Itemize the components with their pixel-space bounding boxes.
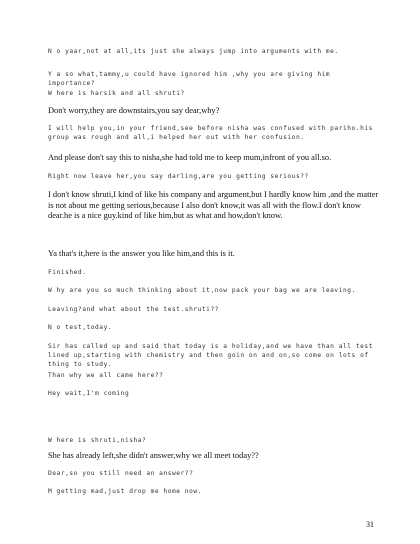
dialogue-line-16: Hey wait,I'm coming — [48, 390, 130, 397]
dialogue-line-2: Y a so what,tammy,u could have ignored him ,why you are giving him importance? — [48, 71, 331, 87]
dialogue-line-8: I don't know shruti,I kind of like his company and argument,but I hardly know him ,and the matter is not about me getting serious,because I also don't know,it was all with the flow.I don't know dear.he is a nice guy.kind of like him,but as what and how,don't know. — [48, 190, 379, 220]
dialogue-line-12: Leaving?and what about the test.shruti?? — [48, 306, 220, 313]
dialogue-line-3: W here is harsik and all shruti? — [48, 90, 185, 97]
dialogue-line-11: W hy are you so much thinking about it,now pack your bag we are leaving. — [48, 287, 356, 294]
dialogue-line-9: Ya that's it,here is the answer you like him,and this is it. — [48, 249, 235, 258]
dialogue-line-19: Dear,so you still need an answer?? — [48, 470, 194, 477]
dialogue-line-18: She has already left,she didn't answer,why we all meet today?? — [48, 451, 259, 460]
dialogue-line-17: W here is shruti,nisha? — [48, 437, 147, 444]
page-number: 31 — [366, 520, 374, 529]
dialogue-line-10: Finished. — [48, 269, 87, 276]
dialogue-line-6: And please don't say this to nisha,she had told me to keep mum,infront of you all.so. — [48, 153, 332, 162]
dialogue-line-1: N o yaar,not at all,its just she always jump into arguments with me. — [48, 48, 339, 55]
dialogue-line-15: Than why we all came here?? — [48, 372, 164, 379]
dialogue-line-4: Don't worry,they are downstairs,you say dear,why? — [48, 106, 220, 115]
dialogue-line-13: N o test,today. — [48, 324, 113, 331]
dialogue-line-20: M getting mad,just drop me home now. — [48, 488, 202, 495]
dialogue-line-14: Sir has called up and said that today is a holiday,and we have than all test lined up,starting with chemistry and then goin on and on,so come on lots of thing to study. — [48, 343, 373, 368]
dialogue-line-5: I will help you,in your friend,see before nisha was confused with pariho.his group was rough and all,i helped her out with her confusion. — [48, 125, 373, 141]
dialogue-line-7: Right now leave her,you say darling,are you getting serious?? — [48, 173, 309, 180]
